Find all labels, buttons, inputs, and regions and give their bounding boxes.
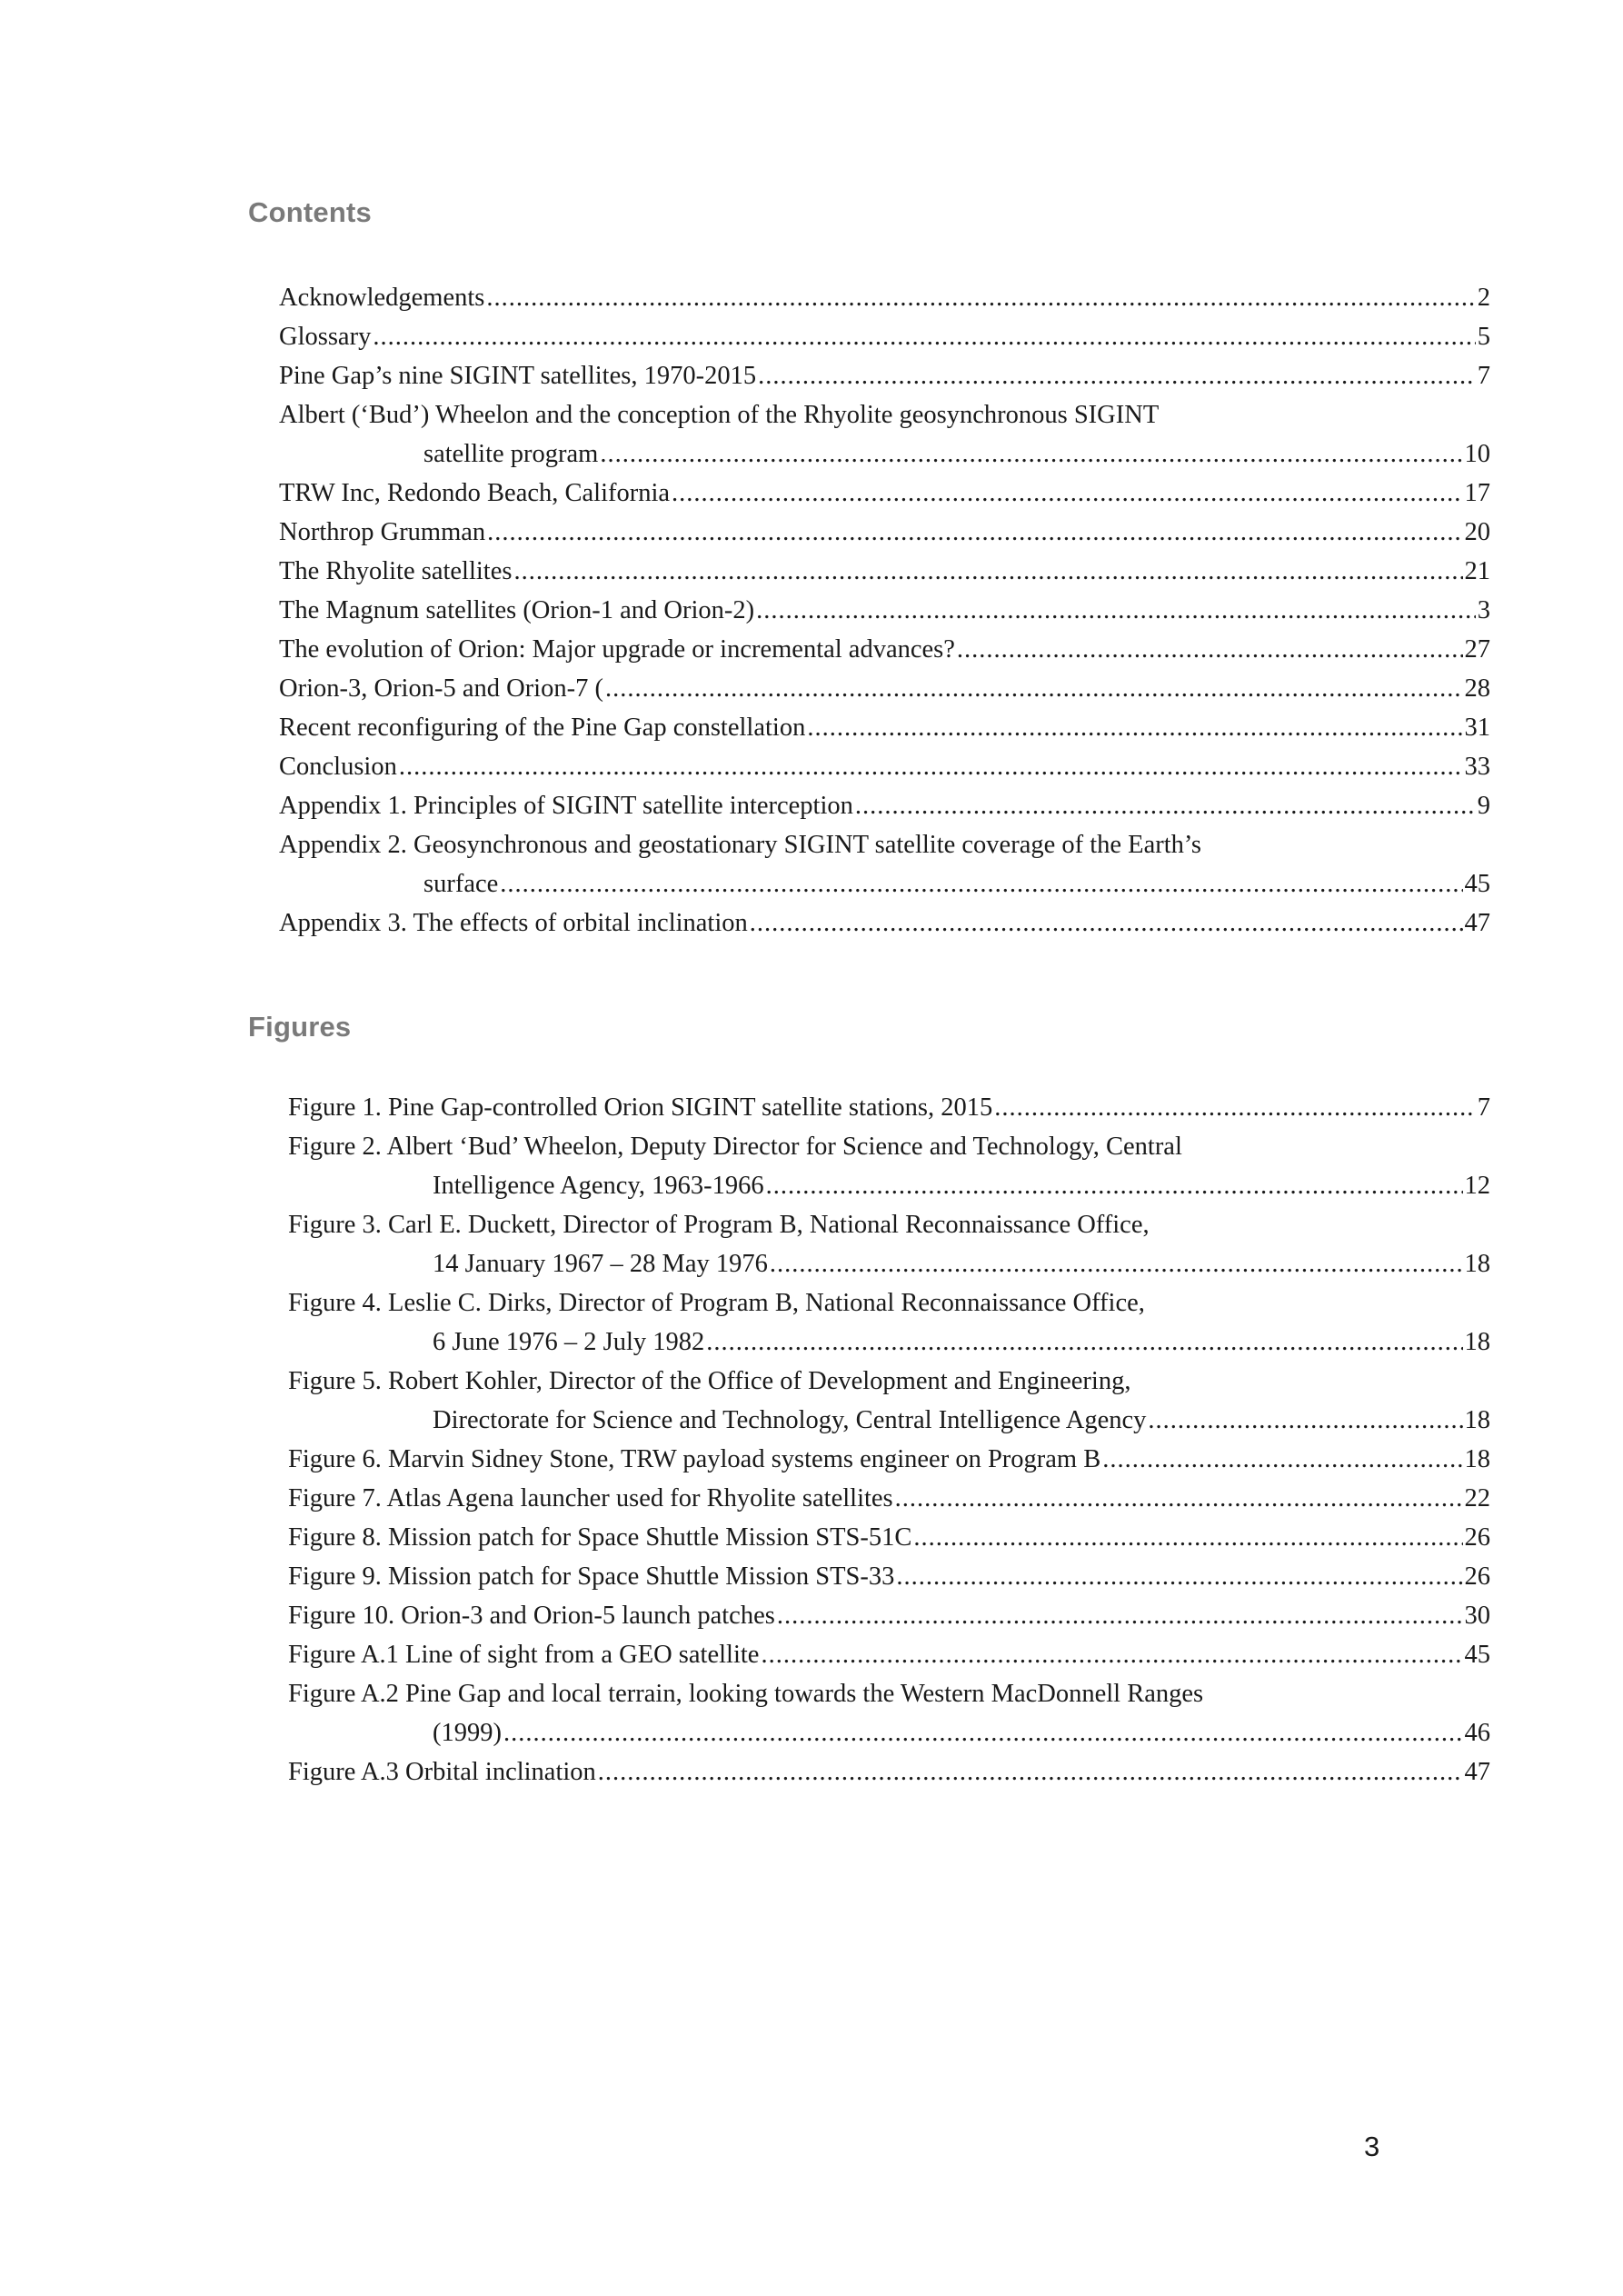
contents-entry-page: 17: [1464, 479, 1490, 507]
contents-entry-page: 3: [1477, 596, 1490, 624]
dot-leader: [766, 1166, 1463, 1205]
contents-entry-line: [279, 630, 1490, 669]
contents-entry-line: [279, 474, 1490, 513]
figure-entry-line: [288, 1127, 1490, 1166]
figure-entry: [288, 1557, 1490, 1596]
figure-entry: [288, 1518, 1490, 1557]
contents-entry: [279, 356, 1490, 395]
figure-entry: [288, 1362, 1490, 1440]
figure-entry-title: Figure A.2 Pine Gap and local terrain, looking towards the Western MacDonnell Ranges: [288, 1680, 1204, 1708]
figure-entry: [288, 1440, 1490, 1479]
dot-leader: [605, 669, 1463, 708]
contents-entry-title: Northrop Grumman: [279, 518, 486, 546]
figure-entry: [288, 1674, 1490, 1752]
figure-entry-title: Figure 8. Mission patch for Space Shuttle Mission STS-51C: [288, 1523, 912, 1552]
dot-leader: [598, 1752, 1463, 1792]
contents-entry-page: 2: [1477, 284, 1490, 312]
contents-entry-line: [279, 513, 1490, 552]
dot-leader: [600, 434, 1462, 474]
figure-entry-line: [288, 1283, 1490, 1323]
dot-leader: [750, 903, 1463, 943]
dot-leader: [500, 864, 1462, 903]
contents-entry-title: Pine Gap’s nine SIGINT satellites, 1970-2015: [279, 362, 757, 390]
figure-entry-title: Directorate for Science and Technology, Central Intelligence Agency: [433, 1406, 1147, 1434]
dot-leader: [770, 1244, 1463, 1283]
dot-leader: [896, 1557, 1462, 1596]
dot-leader: [761, 1635, 1462, 1674]
figure-entry-line: [288, 1401, 1490, 1440]
figure-entry-page: 30: [1464, 1602, 1490, 1630]
contents-entry-line: [279, 552, 1490, 591]
figure-entry-title: Figure 5. Robert Kohler, Director of the Office of Development and Engineering,: [288, 1367, 1131, 1395]
contents-entry: [279, 786, 1490, 825]
contents-entry-title: The evolution of Orion: Major upgrade or incremental advances?: [279, 635, 955, 664]
contents-entry-line: [279, 356, 1490, 395]
dot-leader: [994, 1088, 1476, 1127]
contents-entry-page: 28: [1464, 674, 1490, 703]
contents-entry-line: [279, 903, 1490, 943]
figure-entry-line: [288, 1518, 1490, 1557]
figure-entry-title: Figure 7. Atlas Agena launcher used for Rhyolite satellites: [288, 1484, 893, 1512]
contents-entry-page: 47: [1464, 909, 1490, 937]
dot-leader: [895, 1479, 1463, 1518]
contents-entry-page: 20: [1464, 518, 1490, 546]
figure-entry-title: 6 June 1976 – 2 July 1982: [433, 1328, 705, 1356]
figure-entry: [288, 1088, 1490, 1127]
figure-entry-line: [288, 1596, 1490, 1635]
contents-entry-title: Albert (‘Bud’) Wheelon and the conception of the Rhyolite geosynchronous SIGINT: [279, 401, 1160, 429]
dot-leader: [758, 356, 1476, 395]
figure-entry-title: (1999): [433, 1719, 502, 1747]
figure-entry-page: 47: [1464, 1758, 1490, 1786]
contents-entry-line: [279, 669, 1490, 708]
figures-heading: Figures: [248, 1011, 352, 1043]
contents-entry-page: 45: [1464, 870, 1490, 898]
contents-entry-line: [279, 317, 1490, 356]
contents-entry: [279, 708, 1490, 747]
contents-entry: [279, 825, 1490, 903]
contents-entry: [279, 630, 1490, 669]
figure-entry-title: Figure 10. Orion-3 and Orion-5 launch patches: [288, 1602, 775, 1630]
contents-entry-page: 33: [1464, 753, 1490, 781]
contents-entry: [279, 395, 1490, 474]
figure-entry-line: [288, 1713, 1490, 1752]
figure-entry-title: 14 January 1967 – 28 May 1976: [433, 1250, 768, 1278]
contents-entry-line: [279, 747, 1490, 786]
dot-leader: [513, 552, 1462, 591]
figure-entry-line: [288, 1205, 1490, 1244]
dot-leader: [1148, 1401, 1462, 1440]
figure-entry-page: 18: [1464, 1328, 1490, 1356]
figure-entry-page: 18: [1464, 1445, 1490, 1473]
dot-leader: [373, 317, 1475, 356]
figure-entry: [288, 1752, 1490, 1792]
contents-entry-title: The Magnum satellites (Orion-1 and Orion-2): [279, 596, 755, 624]
contents-entry-title: satellite program: [423, 440, 599, 468]
figure-entry-title: Figure 1. Pine Gap-controlled Orion SIGINT satellite stations, 2015: [288, 1093, 993, 1122]
figure-entry: [288, 1283, 1490, 1362]
dot-leader: [807, 708, 1462, 747]
contents-entry-title: Appendix 2. Geosynchronous and geostationary SIGINT satellite coverage of the Earth’s: [279, 831, 1201, 859]
dot-leader: [672, 474, 1462, 513]
figure-entry-title: Figure 4. Leslie C. Dirks, Director of Program B, National Reconnaissance Office,: [288, 1289, 1145, 1317]
figure-entry-line: [288, 1323, 1490, 1362]
figure-entry-title: Figure 2. Albert ‘Bud’ Wheelon, Deputy Director for Science and Technology, Central: [288, 1133, 1182, 1161]
contents-entry-title: Conclusion: [279, 753, 397, 781]
figure-entry-line: [288, 1479, 1490, 1518]
contents-entry-title: TRW Inc, Redondo Beach, California: [279, 479, 671, 507]
figure-entry-page: 45: [1464, 1641, 1490, 1669]
figure-entry: [288, 1479, 1490, 1518]
dot-leader: [957, 630, 1463, 669]
contents-entry-title: surface: [423, 870, 499, 898]
figure-entry-title: Figure 6. Marvin Sidney Stone, TRW payload systems engineer on Program B: [288, 1445, 1101, 1473]
figure-entry-line: [288, 1088, 1490, 1127]
dot-leader: [777, 1596, 1463, 1635]
dot-leader: [486, 278, 1475, 317]
contents-entry-line: [279, 864, 1490, 903]
contents-entry-line: [279, 395, 1490, 434]
figure-entry-page: 26: [1464, 1523, 1490, 1552]
contents-entry-title: Recent reconfiguring of the Pine Gap constellation: [279, 714, 806, 742]
figure-entry-line: [288, 1752, 1490, 1792]
dot-leader: [487, 513, 1462, 552]
dot-leader: [756, 591, 1476, 630]
contents-entry-line: [279, 786, 1490, 825]
dot-leader: [399, 747, 1463, 786]
figure-entry-title: Figure A.1 Line of sight from a GEO satellite: [288, 1641, 760, 1669]
contents-entry-page: 10: [1464, 440, 1490, 468]
figure-entry-page: 18: [1464, 1250, 1490, 1278]
contents-entry-line: [279, 278, 1490, 317]
figure-entry: [288, 1596, 1490, 1635]
dot-leader: [913, 1518, 1462, 1557]
contents-entry-title: The Rhyolite satellites: [279, 557, 513, 585]
figure-entry-title: Figure 3. Carl E. Duckett, Director of Program B, National Reconnaissance Office,: [288, 1211, 1150, 1239]
contents-entry-page: 5: [1477, 323, 1490, 351]
contents-entry-title: Appendix 3. The effects of orbital inclination: [279, 909, 748, 937]
figure-entry-line: [288, 1635, 1490, 1674]
figure-entry-line: [288, 1244, 1490, 1283]
contents-entry-page: 9: [1477, 792, 1490, 820]
figure-entry-line: [288, 1362, 1490, 1401]
contents-entry-title: Orion-3, Orion-5 and Orion-7 (: [279, 674, 603, 703]
figure-entry-page: 22: [1464, 1484, 1490, 1512]
contents-entry: [279, 669, 1490, 708]
figure-entry-title: Intelligence Agency, 1963-1966: [433, 1172, 764, 1200]
contents-entry-title: Glossary: [279, 323, 372, 351]
contents-entry-line: [279, 591, 1490, 630]
contents-entry-line: [279, 825, 1490, 864]
contents-entry: [279, 747, 1490, 786]
contents-entry-page: 7: [1477, 362, 1490, 390]
figure-entry-page: 12: [1464, 1172, 1490, 1200]
figure-entry-page: 46: [1464, 1719, 1490, 1747]
contents-entry-line: [279, 434, 1490, 474]
contents-entry-title: Appendix 1. Principles of SIGINT satellite interception: [279, 792, 853, 820]
contents-list: [279, 278, 1490, 943]
dot-leader: [706, 1323, 1462, 1362]
figure-entry-line: [288, 1166, 1490, 1205]
contents-entry: [279, 513, 1490, 552]
contents-heading: Contents: [248, 196, 372, 228]
contents-entry-page: 27: [1464, 635, 1490, 664]
contents-entry-title: Acknowledgements: [279, 284, 485, 312]
figure-entry-title: Figure 9. Mission patch for Space Shuttle Mission STS-33: [288, 1562, 895, 1591]
figure-entry: [288, 1635, 1490, 1674]
contents-entry: [279, 903, 1490, 943]
dot-leader: [503, 1713, 1463, 1752]
figures-list: [288, 1088, 1490, 1792]
contents-entry-page: 21: [1464, 557, 1490, 585]
figure-entry-title: Figure A.3 Orbital inclination: [288, 1758, 596, 1786]
dot-leader: [1102, 1440, 1462, 1479]
figure-entry-line: [288, 1440, 1490, 1479]
dot-leader: [855, 786, 1476, 825]
contents-entry-page: 31: [1464, 714, 1490, 742]
figure-entry-page: 7: [1477, 1093, 1490, 1122]
contents-entry: [279, 317, 1490, 356]
figure-entry-page: 26: [1464, 1562, 1490, 1591]
figure-entry: [288, 1127, 1490, 1205]
contents-entry: [279, 474, 1490, 513]
contents-entry-line: [279, 708, 1490, 747]
figure-entry-line: [288, 1674, 1490, 1713]
contents-entry: [279, 591, 1490, 630]
figure-entry: [288, 1205, 1490, 1283]
figure-entry-page: 18: [1464, 1406, 1490, 1434]
contents-entry: [279, 552, 1490, 591]
contents-entry: [279, 278, 1490, 317]
page-number: 3: [1364, 2131, 1380, 2162]
figure-entry-line: [288, 1557, 1490, 1596]
